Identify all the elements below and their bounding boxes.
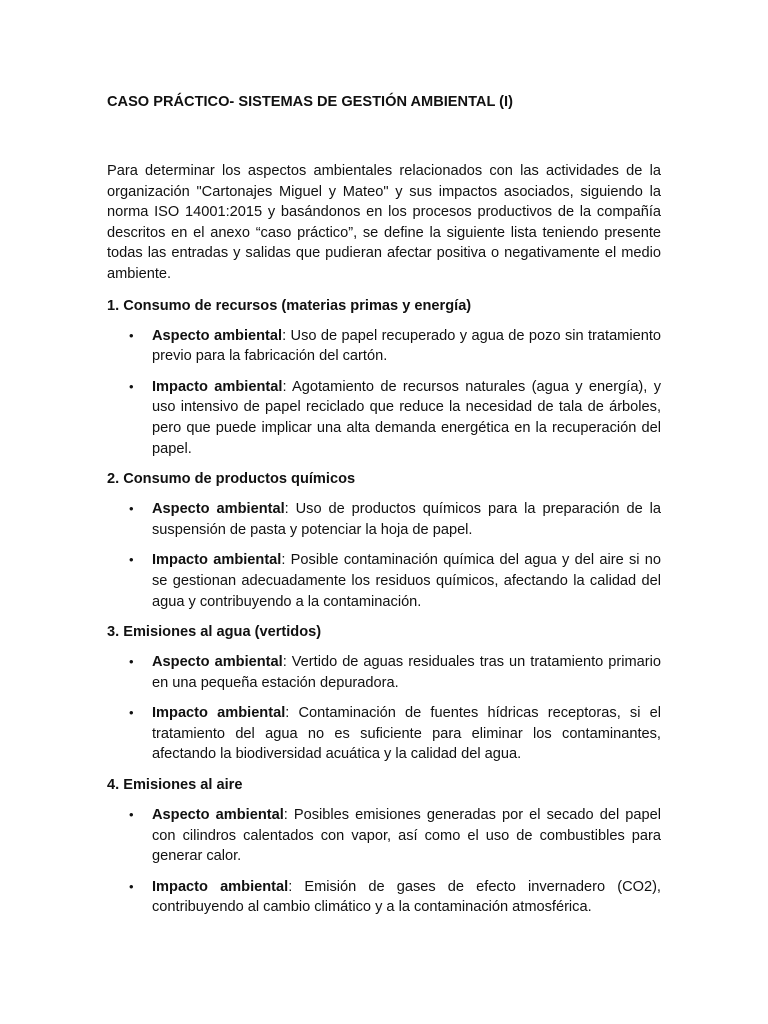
list-item	[107, 877, 661, 918]
bullet-list	[107, 805, 661, 918]
bullet-list	[107, 499, 661, 612]
item-text: : Uso de papel recuperado y agua de pozo sin tratamiento previo para la fabricación del cartón.	[152, 327, 661, 365]
item-text: : Agotamiento de recursos naturales (agua y energía), y uso intensivo de papel reciclado que reduce la necesidad de tala de árboles, pero que puede implicar una alta demanda energética en la recuperación del papel.	[152, 378, 661, 457]
item-text: : Contaminación de fuentes hídricas receptoras, si el tratamiento del agua no es suficiente para eliminar los contaminantes, afectando la biodiversidad acuática y la calidad del agua.	[152, 705, 662, 763]
section-heading: 2. Consumo de productos químicos	[107, 471, 356, 488]
bullet-icon: •	[129, 378, 134, 394]
document-title: CASO PRÁCTICO- SISTEMAS DE GESTIÓN AMBIENTAL (I)	[107, 94, 513, 110]
section-emisiones-agua	[107, 622, 661, 765]
section-consumo-recursos	[107, 296, 661, 460]
bullet-icon: •	[129, 654, 134, 670]
item-label: Impacto ambiental	[152, 552, 282, 569]
item-text: : Posible contaminación química del agua y del aire si no se gestionan adecuadamente los residuos químicos, afectando la calidad del agua y contribuyendo a la contaminación.	[152, 552, 661, 610]
item-label: Aspecto ambiental	[152, 501, 285, 518]
item-text: : Emisión de gases de efecto invernadero (CO2), contribuyendo al cambio climático y a la contaminación atmosférica.	[152, 878, 661, 916]
section-heading: 3. Emisiones al agua (vertidos)	[107, 624, 322, 641]
section-productos-quimicos	[107, 469, 661, 612]
item-text: : Uso de productos químicos para la preparación de la suspensión de pasta y potenciar la hoja de papel.	[152, 501, 661, 538]
item-label: Impacto ambiental	[152, 878, 289, 895]
bullet-icon: •	[129, 552, 134, 568]
bullet-icon: •	[129, 705, 134, 721]
item-label: Aspecto ambiental	[152, 654, 283, 671]
list-item	[107, 550, 661, 612]
list-item	[107, 805, 661, 867]
intro-paragraph: Para determinar los aspectos ambientales relacionados con las actividades de la organización "Cartonajes Miguel y Mateo" y sus impactos asociados, siguiendo la norma ISO 14001:2015 y basándonos en los procesos productivos de la compañía descritos en el anexo “caso práctico”, se define la siguiente lista teniendo presente todas las entradas y salidas que pudieran afectar positiva o negativamente el medio ambiente.	[107, 163, 661, 282]
list-item	[107, 377, 661, 459]
section-heading: 4. Emisiones al aire	[107, 777, 243, 794]
section-heading: 1. Consumo de recursos (materias primas y energía)	[107, 297, 472, 314]
item-label: Impacto ambiental	[152, 378, 283, 395]
section-emisiones-aire	[107, 775, 661, 918]
item-label: Aspecto ambiental	[152, 327, 283, 344]
bullet-list	[107, 326, 661, 460]
bullet-icon: •	[129, 501, 134, 517]
item-text: : Posibles emisiones generadas por el secado del papel con cilindros calentados con vapor, así como el uso de combustibles para generar calor.	[152, 807, 661, 865]
item-label: Aspecto ambiental	[152, 807, 284, 824]
list-item	[107, 652, 661, 693]
bullet-icon: •	[129, 807, 134, 823]
list-item	[107, 499, 661, 540]
bullet-list	[107, 652, 661, 765]
list-item	[107, 326, 661, 367]
list-item	[107, 703, 661, 765]
item-text: : Vertido de aguas residuales tras un tratamiento primario en una pequeña estación depuradora.	[152, 654, 661, 691]
item-label: Impacto ambiental	[152, 705, 286, 722]
bullet-icon: •	[129, 327, 134, 343]
bullet-icon: •	[129, 878, 134, 894]
